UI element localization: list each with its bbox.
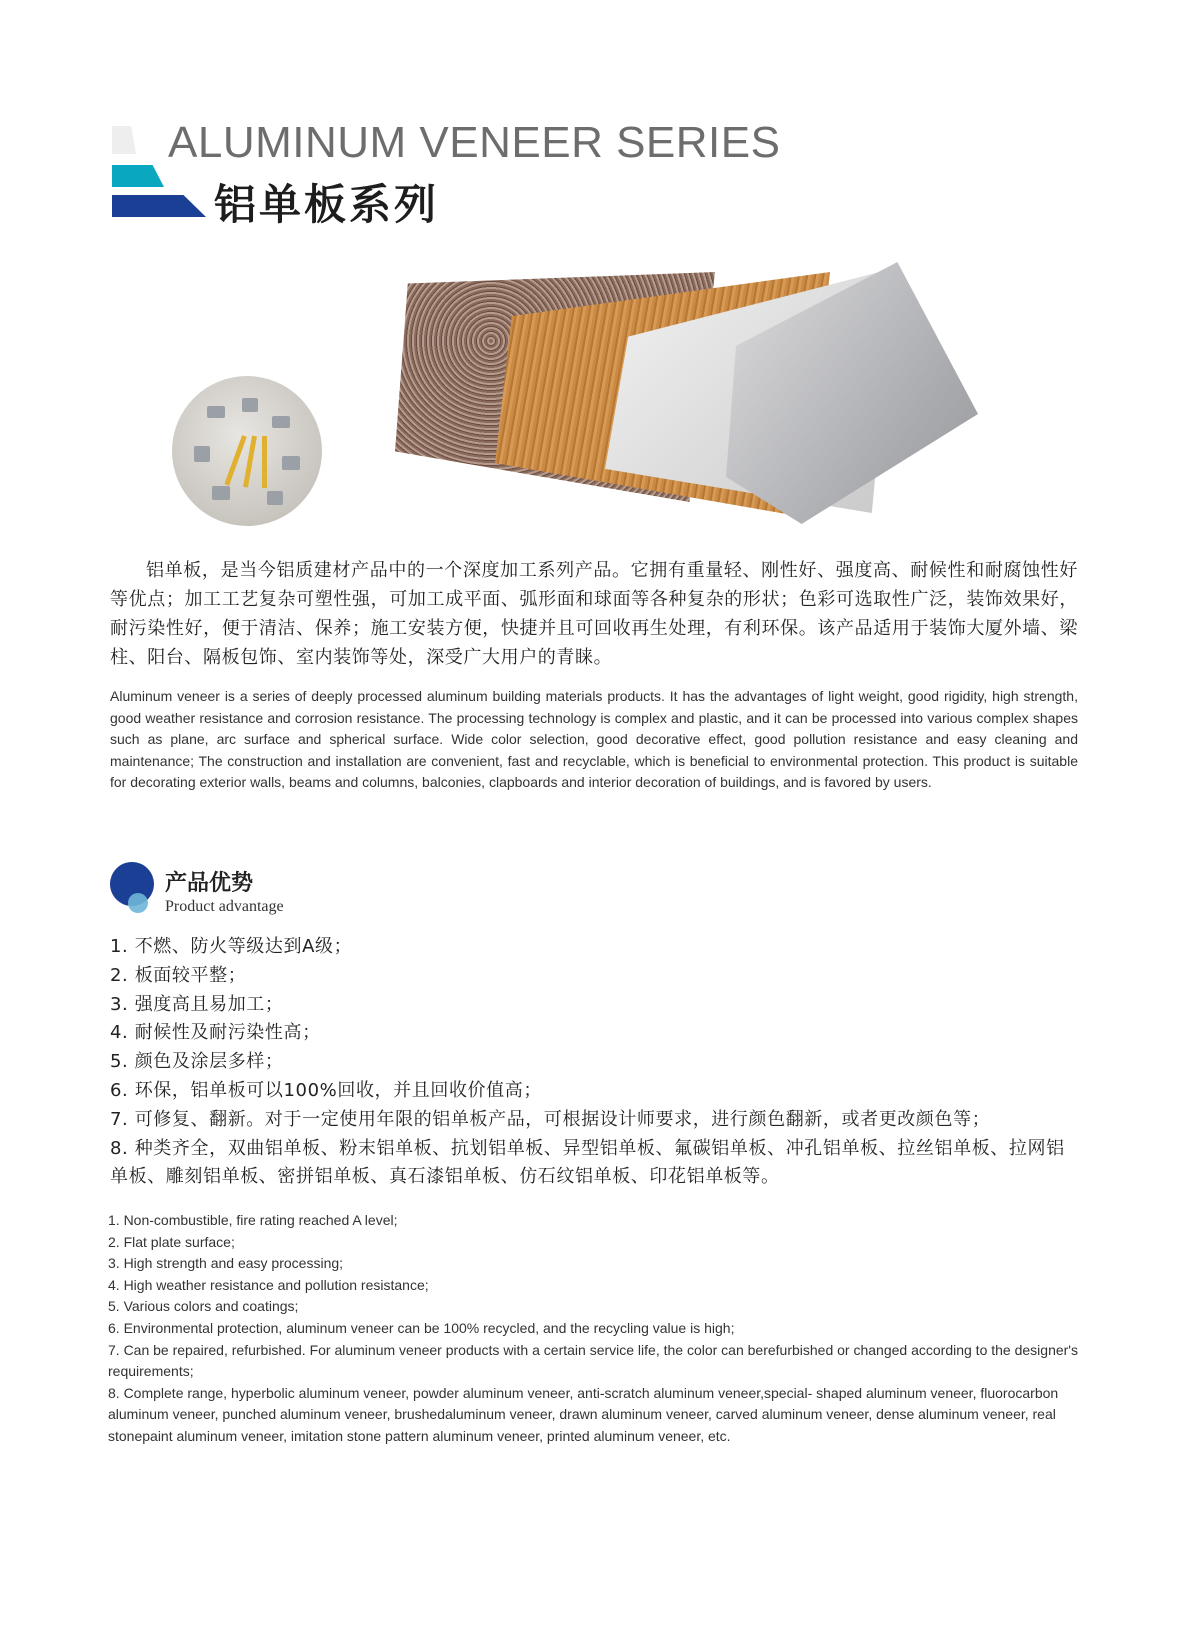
list-item: 8. Complete range, hyperbolic aluminum veneer, powder aluminum veneer, anti-scratch aluminum veneer,special- shaped aluminum veneer, fluorocarbon aluminum veneer, punched aluminum veneer, brushedaluminum veneer, drawn aluminum veneer, carved aluminum veneer, dense aluminum veneer, real stonepaint aluminum veneer, imitation stone pattern aluminum veneer, printed aluminum veneer, etc.: [108, 1384, 1059, 1444]
page-title-en: ALUMINUM VENEER SERIES: [168, 118, 781, 167]
list-item: 6. 环保，铝单板可以100%回收，并且回收价值高；: [110, 1079, 542, 1101]
list-item: 5. 颜色及涂层多样；: [110, 1051, 284, 1073]
list-item: 3. High strength and easy processing;: [108, 1255, 344, 1272]
logo-teal-block: [112, 165, 164, 187]
list-item: 2. Flat plate surface;: [108, 1233, 235, 1250]
list-item: 2. 板面较平整；: [110, 964, 247, 986]
list-item: 4. High weather resistance and pollution resistance;: [108, 1276, 429, 1293]
intro-paragraph-en: Aluminum veneer is a series of deeply processed aluminum building materials products. It has the advantages of light weight, good rigidity, high strength, good weather resistance and corrosion resistance. The processing technology is complex and plastic, and it can be processed into various complex shapes such as plane, arc surface and spherical surface. Wide color selection, good decorative effect, good pollution resistance and easy cleaning and maintenance; The construction and installation are convenient, fast and recyclable, which is beneficial to environmental protection. This product is suitable for decorating exterior walls, beams and columns, balconies, clapboards and interior decoration of buildings, and is favored by users.: [110, 688, 1078, 791]
accessories-image: [172, 376, 322, 526]
list-item: 3. 强度高且易加工；: [110, 993, 284, 1015]
logo-navy-block: [112, 195, 206, 217]
logo-gray-block: [112, 126, 136, 154]
list-item: 6. Environmental protection, aluminum veneer can be 100% recycled, and the recycling value is high;: [108, 1319, 735, 1336]
list-item: 5. Various colors and coatings;: [108, 1298, 299, 1315]
list-item: 7. 可修复、翻新。对于一定使用年限的铝单板产品，可根据设计师要求，进行颜色翻新，或者更改颜色等；: [110, 1108, 991, 1130]
list-item: 7. Can be repaired, refurbished. For aluminum veneer products with a certain service life, the color can berefurbished or changed according to the designer's requirements;: [108, 1341, 1078, 1380]
intro-paragraph-cn: 铝单板，是当今铝质建材产品中的一个深度加工系列产品。它拥有重量轻、刚性好、强度高、耐候性和耐腐蚀性好等优点；加工工艺复杂可塑性强，可加工成平面、弧形面和球面等各种复杂的形状；色彩可选取性广泛，装饰效果好，耐污染性好，便于清洁、保养；施工安装方便，快捷并且可回收再生处理，有利环保。该产品适用于装饰大厦外墙、梁柱、阳台、隔板包饰、室内装饰等处，深受广大用户的青睐。: [110, 560, 1078, 668]
list-item: 8. 种类齐全，双曲铝单板、粉末铝单板、抗划铝单板、异型铝单板、氟碳铝单板、冲孔铝单板、拉丝铝单板、拉网铝单板、雕刻铝单板、密拼铝单板、真石漆铝单板、仿石纹铝单板、印花铝单板等。: [110, 1137, 1065, 1188]
page-title-cn: 铝单板系列: [214, 180, 440, 229]
list-item: 1. Non-combustible, fire rating reached A level;: [108, 1212, 398, 1228]
section-title-en: Product advantage: [165, 898, 284, 915]
section-bullet-accent-icon: [128, 893, 148, 913]
advantages-list-en: [108, 1210, 1083, 1448]
advantages-list-cn: [110, 933, 1082, 1192]
section-title-cn: 产品优势: [165, 870, 254, 896]
list-item: 1. 不燃、防火等级达到A级；: [110, 936, 353, 957]
list-item: 4. 耐候性及耐污染性高；: [110, 1022, 321, 1044]
